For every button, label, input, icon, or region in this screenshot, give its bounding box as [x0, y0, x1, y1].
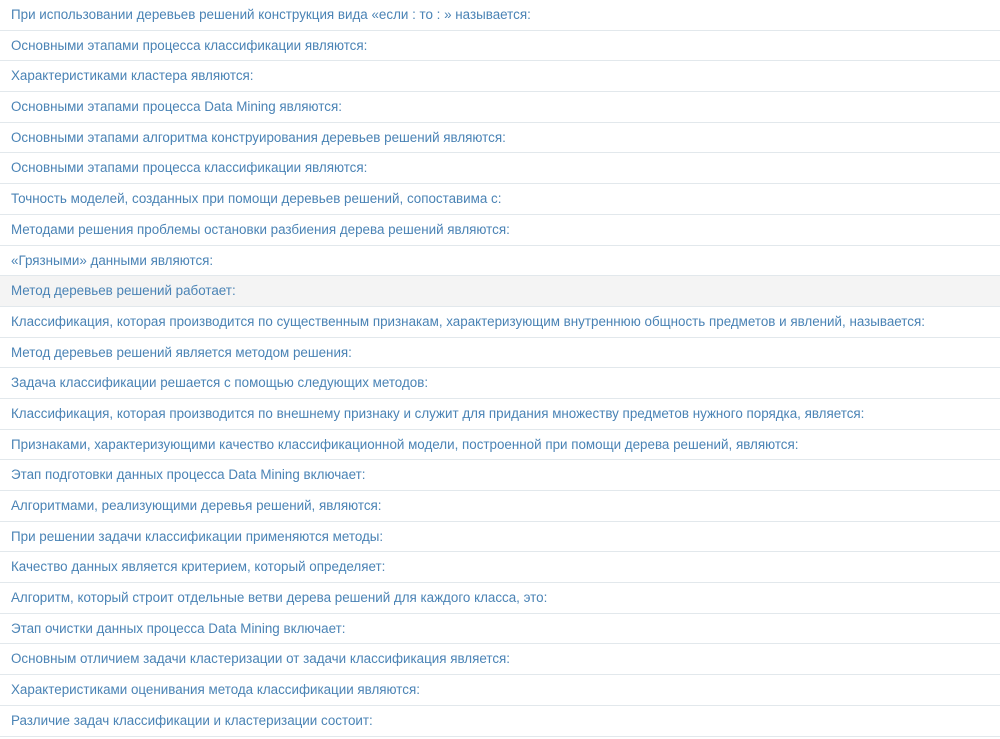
- question-row[interactable]: [0, 675, 1000, 706]
- question-link[interactable]: Задача классификации решается с помощью следующих методов:: [11, 375, 429, 391]
- question-link[interactable]: Основными этапами алгоритма конструирования деревьев решений являются:: [11, 129, 506, 145]
- question-row[interactable]: [0, 552, 1000, 583]
- question-link[interactable]: Различие задач классификации и кластеризации состоит:: [11, 712, 373, 728]
- question-link[interactable]: Основными этапами процесса Data Mining являются:: [11, 99, 342, 115]
- question-link[interactable]: Этап очистки данных процесса Data Mining включает:: [11, 620, 346, 636]
- question-link[interactable]: «Грязными» данными являются:: [11, 252, 214, 268]
- question-row[interactable]: [0, 460, 1000, 491]
- question-row[interactable]: [0, 644, 1000, 675]
- question-row[interactable]: [0, 0, 1000, 31]
- question-link[interactable]: Метод деревьев решений является методом решения:: [11, 344, 352, 360]
- question-row[interactable]: [0, 31, 1000, 62]
- question-row[interactable]: [0, 706, 1000, 737]
- question-link[interactable]: Метод деревьев решений работает:: [11, 283, 236, 299]
- question-row[interactable]: [0, 522, 1000, 553]
- question-row[interactable]: [0, 614, 1000, 645]
- question-row[interactable]: [0, 399, 1000, 430]
- question-row[interactable]: [0, 430, 1000, 461]
- question-row[interactable]: [0, 491, 1000, 522]
- question-link[interactable]: Основными этапами процесса классификации являются:: [11, 37, 368, 53]
- question-link[interactable]: Алгоритм, который строит отдельные ветви дерева решений для каждого класса, это:: [11, 590, 548, 606]
- question-link[interactable]: При решении задачи классификации применяются методы:: [11, 528, 384, 544]
- question-link[interactable]: Характеристиками кластера являются:: [11, 68, 254, 84]
- question-row[interactable]: [0, 276, 1000, 307]
- question-link[interactable]: Характеристиками оценивания метода классификации являются:: [11, 682, 420, 698]
- question-link[interactable]: Качество данных является критерием, который определяет:: [11, 559, 386, 575]
- question-link[interactable]: При использовании деревьев решений конструкция вида «если : то : » называется:: [11, 7, 531, 22]
- question-row[interactable]: [0, 307, 1000, 338]
- question-link[interactable]: Алгоритмами, реализующими деревья решений, являются:: [11, 498, 382, 513]
- question-link[interactable]: Признаками, характеризующими качество классификационной модели, построенной при помощи дерева решений, являются:: [11, 436, 799, 452]
- question-row[interactable]: [0, 368, 1000, 399]
- question-row[interactable]: [0, 123, 1000, 154]
- question-link[interactable]: Классификация, которая производится по существенным признакам, характеризующим внутреннюю общность предметов и явлений, называется:: [11, 313, 925, 329]
- question-row[interactable]: [0, 61, 1000, 92]
- question-link[interactable]: Методами решения проблемы остановки разбиения дерева решений являются:: [11, 221, 510, 237]
- question-row[interactable]: [0, 184, 1000, 215]
- question-row[interactable]: [0, 92, 1000, 123]
- question-link[interactable]: Основными этапами процесса классификации являются:: [11, 160, 368, 176]
- question-link[interactable]: Основным отличием задачи кластеризации от задачи классификация является:: [11, 651, 510, 667]
- question-row[interactable]: [0, 338, 1000, 369]
- question-row[interactable]: [0, 153, 1000, 184]
- question-link[interactable]: Классификация, которая производится по внешнему признаку и служит для придания множеству предметов нужного порядка, является:: [11, 405, 865, 421]
- question-row[interactable]: [0, 215, 1000, 246]
- question-link[interactable]: Точность моделей, созданных при помощи деревьев решений, сопоставима с:: [11, 191, 502, 207]
- question-row[interactable]: [0, 246, 1000, 277]
- question-link[interactable]: Этап подготовки данных процесса Data Mining включает:: [11, 467, 366, 483]
- question-row[interactable]: [0, 583, 1000, 614]
